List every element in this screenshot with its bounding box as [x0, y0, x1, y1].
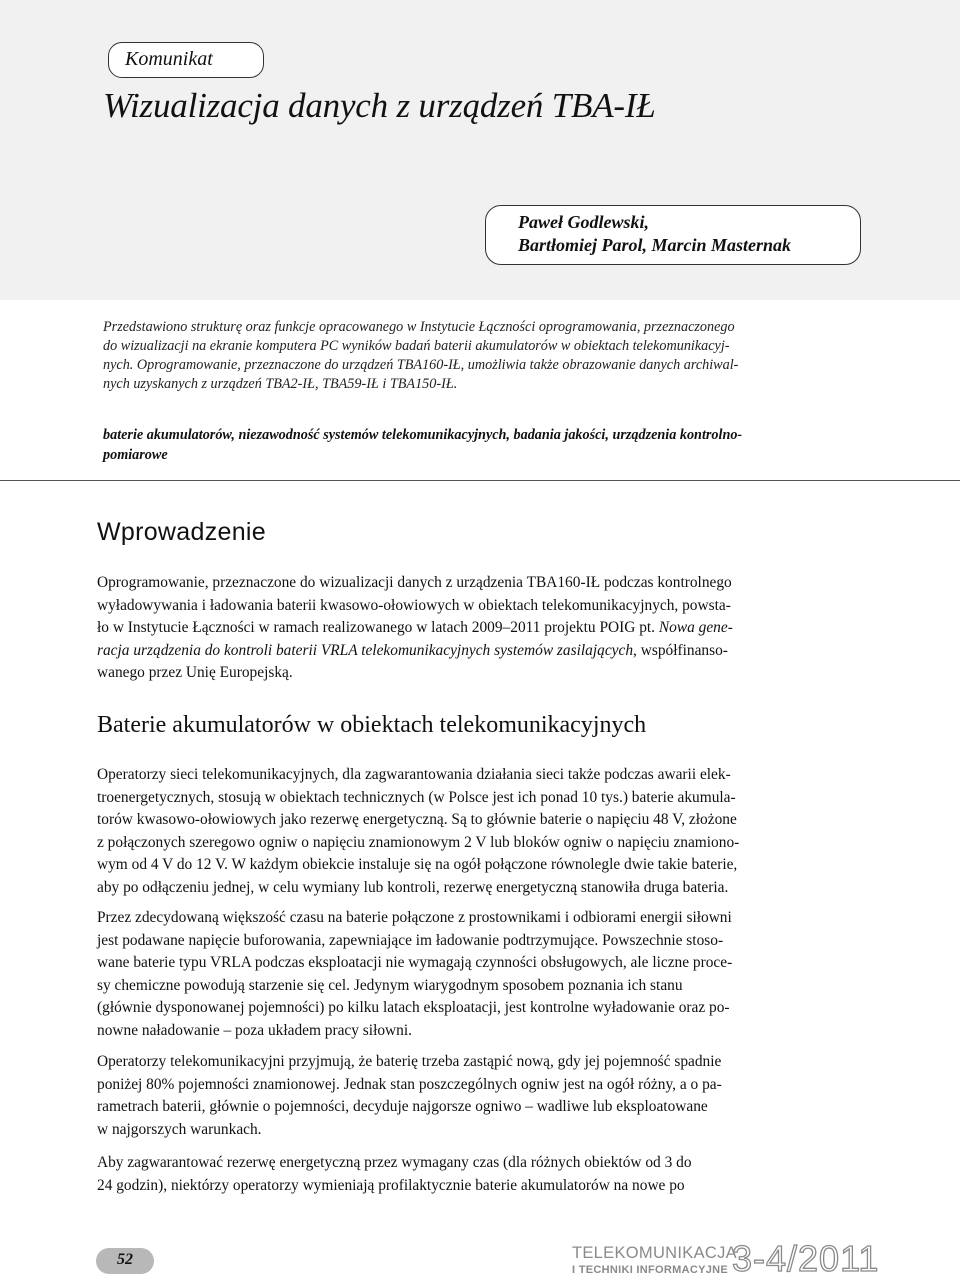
paragraph: [97, 907, 867, 1042]
abstract-line: nych. Oprogramowanie, przeznaczone do urządzeń TBA160-IŁ, umożliwia także obrazowanie danych archiwal-: [103, 357, 739, 373]
paragraph-line: troenergetycznych, stosują w obiektach technicznych (w Polsce jest ich ponad 10 tys.) baterie akumula-: [97, 788, 736, 806]
paragraph-line: torów kwasowo-ołowiowych jako rezerwę energetyczną. Są to głównie baterie o napięciu 48 V, złożone: [97, 811, 737, 828]
paragraph-line: wanego przez Unię Europejską.: [97, 664, 293, 681]
paragraph-line: w najgorszych warunkach.: [97, 1120, 262, 1138]
paragraph-line: wyładowywania i ładowania baterii kwasowo-ołowiowych w obiektach telekomunikacyjnych, powsta-: [97, 596, 731, 614]
text-run: , współfinanso-: [633, 641, 728, 659]
paragraph-line: rametrach baterii, głównie o pojemności, decyduje najgorsze ogniwo – wadliwe lub eksploatowane: [97, 1098, 708, 1115]
paragraph-line: sy chemiczne powodują starzenie się cel. Jedynym wiarygodnym sposobem poznania ich stanu: [97, 976, 683, 994]
journal-name-line-2: I TECHNIKI INFORMACYJNE: [572, 1264, 729, 1276]
paragraph-line: Operatorzy telekomunikacyjni przyjmują, że baterię trzeba zastąpić nową, gdy jej pojemność spadnie: [97, 1053, 722, 1070]
paragraph-line: [97, 617, 867, 640]
author-line-1: Paweł Godlewski,: [518, 212, 649, 232]
paragraph-line: Przez zdecydowaną większość czasu na baterie połączone z prostownikami i odbiorami energii siłowni: [97, 909, 732, 926]
project-title-italic: racja urządzenia do kontroli baterii VRLA telekomunikacyjnych systemów zasilających: [97, 641, 634, 659]
authors-box: [485, 205, 861, 265]
paragraph-line: [97, 640, 867, 663]
paragraph: [97, 572, 867, 685]
abstract-line: do wizualizacji na ekranie komputera PC wyników badań baterii akumulatorów w obiektach telekomunikacyj-: [103, 338, 730, 354]
abstract: [103, 318, 865, 394]
section-heading-batteries: Baterie akumulatorów w obiektach telekomunikacyjnych: [97, 712, 647, 738]
horizontal-rule: [0, 480, 960, 481]
abstract-line: Przedstawiono strukturę oraz funkcje opracowanego w Instytucie Łączności oprogramowania, przeznaczonego: [103, 319, 735, 335]
paragraph-line: nowne naładowanie – poza układem pracy siłowni.: [97, 1021, 412, 1039]
author-line-2: Bartłomiej Parol, Marcin Masternak: [518, 235, 792, 255]
section-label: Komunikat: [125, 48, 213, 70]
keywords-line: baterie akumulatorów, niezawodność systemów telekomunikacyjnych, badania jakości, urządzenia kontrolno-: [103, 427, 743, 443]
keywords-line: pomiarowe: [103, 446, 168, 463]
text-run: ło w Instytucie Łączności w ramach realizowanego w latach 2009–2011 projektu POIG pt.: [97, 619, 659, 636]
paragraph-line: Operatorzy sieci telekomunikacyjnych, dla zagwarantowania działania sieci także podczas awarii elek-: [97, 766, 731, 783]
keywords: [103, 426, 865, 465]
page-number: 52: [117, 1251, 133, 1268]
paragraph-line: jest podawane napięcie buforowania, zapewniające im ładowanie podtrzymujące. Powszechnie stoso-: [97, 931, 724, 949]
paragraph-line: (głównie dysponowanej pojemności) po kilku latach eksploatacji, jest kontrolne wyładowanie oraz po-: [97, 999, 730, 1016]
paragraph-line: z połączonych szeregowo ogniw o napięciu znamionowym 2 V lub bloków ogniw o napięciu znamiono-: [97, 833, 740, 851]
project-title-italic: Nowa gene-: [658, 619, 733, 636]
issue-number: 3-4/2011: [732, 1238, 880, 1279]
article-title: Wizualizacja danych z urządzeń TBA-IŁ: [103, 86, 656, 125]
paragraph-line: poniżej 80% pojemności znamionowej. Jednak stan poszczególnych ogniw jest na ogół różny, a o pa-: [97, 1075, 722, 1093]
paragraph-line: wym od 4 V do 12 V. W każdym obiekcie instaluje się na ogół połączone równolegle dwie takie baterie,: [97, 856, 738, 873]
section-label-badge: [108, 42, 264, 78]
paragraph: [97, 764, 867, 899]
paragraph-line: 24 godzin), niektórzy operatorzy wymieniają profilaktycznie baterie akumulatorów na nowe po: [97, 1176, 685, 1194]
paragraph-line: Oprogramowanie, przeznaczone do wizualizacji danych z urządzenia TBA160-IŁ podczas kontrolnego: [97, 574, 732, 591]
paragraph: [97, 1051, 867, 1141]
section-heading-introduction: Wprowadzenie: [97, 518, 266, 546]
paragraph-line: Aby zagwarantować rezerwę energetyczną przez wymagany czas (dla różnych obiektów od 3 do: [97, 1154, 692, 1171]
paragraph: [97, 1152, 867, 1197]
paragraph-line: wane baterie typu VRLA podczas eksploatacji nie wymagają czynności obsługowych, ale liczne proce-: [97, 954, 733, 971]
abstract-line: nych uzyskanych z urządzeń TBA2-IŁ, TBA59-IŁ i TBA150-IŁ.: [103, 376, 458, 392]
paragraph-line: aby po odłączeniu jednej, w celu wymiany lub kontroli, rezerwę energetyczną stanowiła druga bateria.: [97, 878, 729, 896]
page-number-badge: [96, 1248, 154, 1274]
journal-name-line-1: TELEKOMUNIKACJA: [572, 1244, 737, 1262]
